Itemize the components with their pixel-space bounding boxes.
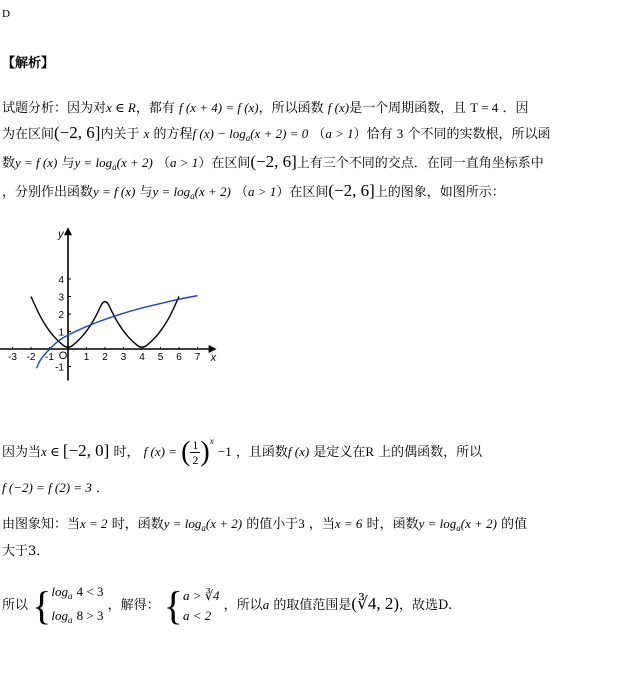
y-axis-arrow — [64, 227, 72, 235]
answer-letter: D — [2, 8, 10, 20]
solution-paragraph — [2, 580, 626, 630]
x-tick-label: -1 — [45, 352, 54, 363]
y-tick-label: -1 — [55, 362, 64, 374]
x-tick-label: 7 — [194, 352, 201, 363]
y-tick-label: 1 — [58, 327, 64, 339]
para2-line2: f (−2) = f (2) = 3 ． — [2, 480, 110, 496]
y-tick-label: 3 — [58, 292, 64, 304]
y-axis-label: y — [58, 228, 64, 241]
x-axis-label: x — [210, 352, 217, 364]
x-tick-label: 2 — [102, 352, 108, 363]
para1-line3: 数y = f (x) 与$y = \log_a(x + 2) (a > 1)$在区间(−2, 6]上有三个不同的交点．在同一直角坐标系中 — [2, 152, 544, 172]
y-tick-label: 4 — [58, 275, 64, 286]
x-tick-label: -3 — [8, 352, 17, 363]
y-tick-label: 2 — [58, 310, 64, 321]
even-function-paragraph — [2, 422, 626, 501]
x-tick-label: 3 — [120, 352, 127, 363]
inequality-system-a: { a > ∛4 a < 2 — [163, 582, 220, 628]
x-tick-label: 5 — [157, 352, 164, 363]
graph-ticks — [8, 275, 201, 374]
x-tick-label: 1 — [83, 352, 90, 363]
graph-svg — [0, 222, 240, 392]
section-title: 【解析】 — [2, 56, 55, 71]
fraction-one-half: $\frac{1}{2}$ — [192, 438, 199, 467]
analysis-paragraph — [2, 96, 626, 208]
function-graph — [0, 222, 240, 392]
origin-label: O — [58, 350, 68, 362]
inequality-system-log: { $\log_a 4 < 3$ $\log_a 8 > 3$ — [32, 582, 104, 628]
para4-line1: 所以 { $\log_a 4 < 3$ $\log_a 8 > 3$ ，解得： { a > ∛4 a < 2 ，所以a 的取值范围是(∛4, 2)，故选D. — [2, 582, 453, 628]
para3-line1: 由图象知：当x = 2 时，函数$y = \log_a(x + 2)$ 的值小于3 ，当x = 6 时，函数$y = \log_a(x + 2)$ 的值 — [2, 516, 528, 533]
para3-line2: 大于3． — [2, 544, 50, 559]
x-tick-label: -2 — [26, 352, 36, 363]
para1-line1: 试题分析：因为对x ∈ R，都有 f (x + 4) = f (x)，所以函数 f (x)是一个周期函数，且 T = 4 ．因 — [2, 100, 529, 116]
x-tick-label: 4 — [139, 352, 145, 363]
para2-line1: 因为当x ∈ [−2, 0] 时， f (x) = ( $\frac{1}{2}$ )$^x$ −1 ，且函数f (x) 是定义在R 上的偶函数，所以 — [2, 436, 483, 468]
graph-conclusion-paragraph — [2, 512, 626, 564]
graph-curves — [31, 296, 198, 369]
para1-line2: 为在区间(−2, 6]内关于 x 的方程f $(x) - \log_a(x + 2) = 0$ （a > 1）恰有 3 个不同的实数根，所以函 — [2, 123, 551, 143]
x-tick-label: 6 — [176, 352, 182, 363]
para1-line4: ，分别作出函数y = f (x) 与$y = \log_a(x + 2) (a > 1)$在区间(−2, 6]上的图象，如图所示： — [2, 181, 505, 201]
